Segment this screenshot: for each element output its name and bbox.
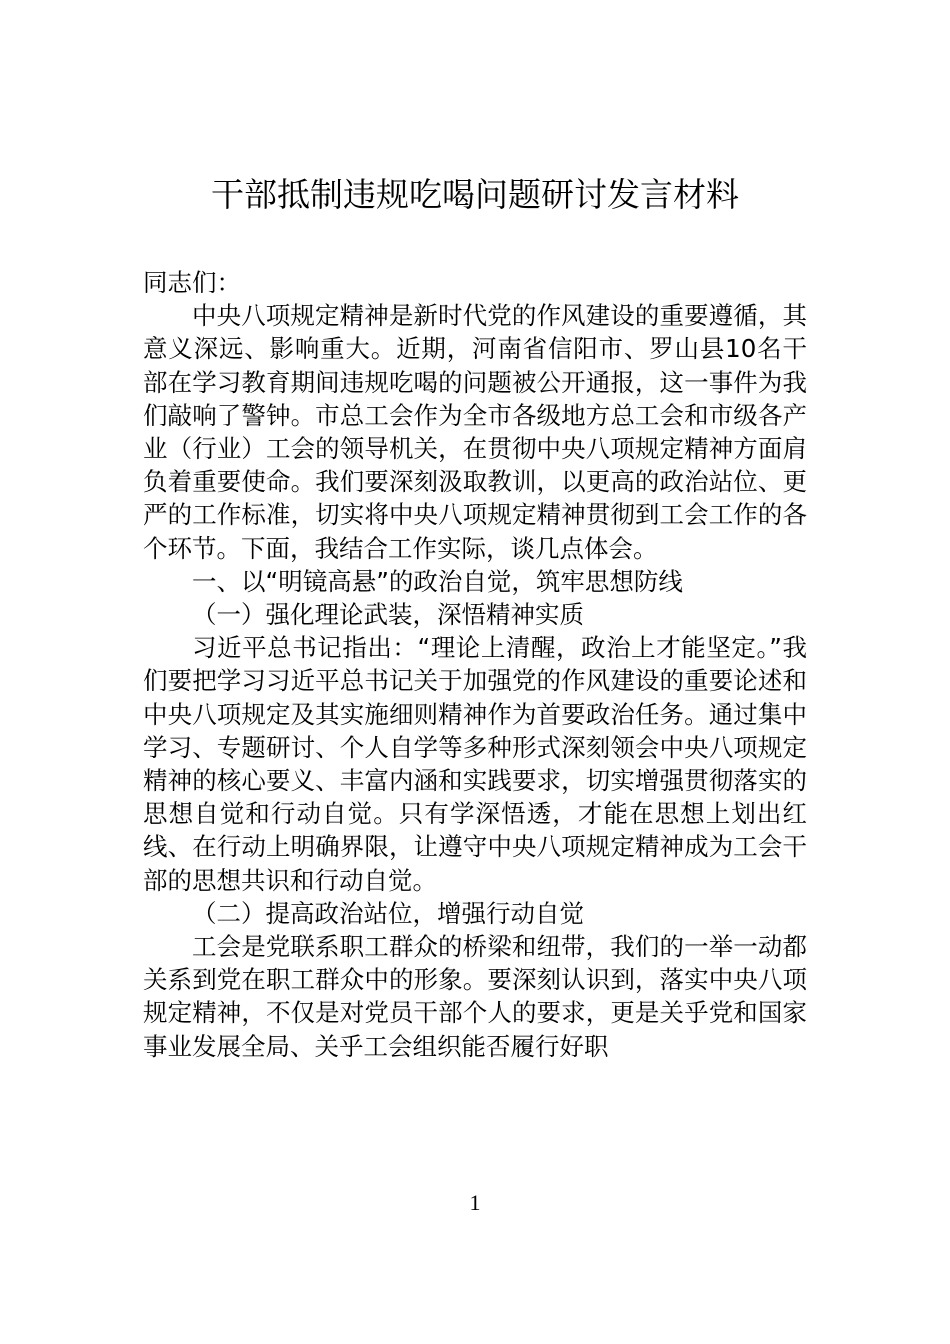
subsection-heading-1-2: （二）提高政治站位，增强行动自觉 (192, 898, 584, 928)
document-title: 干部抵制违规吃喝问题研讨发言材料 (211, 175, 739, 214)
page-number: 1 (469, 1190, 481, 1215)
salutation: 同志们： (143, 268, 241, 297)
section-heading-1: 一、以“明镜高悬”的政治自觉，筑牢思想防线 (192, 566, 683, 596)
document-body (143, 266, 807, 1063)
paragraph-intro: 中央八项规定精神是新时代党的作风建设的重要遵循，其意义深远、影响重大。近期，河南省信阳市、罗山县10名干部在学习教育期间违规吃喝的问题被公开通报，这一事件为我们敲响了警钟。市总工会作为全市各级地方总工会和市级各产业（行业）工会的领导机关，在贯彻中央八项规定精神方面肩负着重要使命。我们要深刻汲取教训，以更高的政治站位、更严的工作标准，切实将中央八项规定精神贯彻到工会工作的各个环节。下面，我结合工作实际，谈几点体会。 (143, 301, 807, 563)
paragraph-1-2: 工会是党联系职工群众的桥梁和纽带，我们的一举一动都关系到党在职工群众中的形象。要深刻认识到，落实中央八项规定精神，不仅是对党员干部个人的要求，更是关乎党和国家事业发展全局、关乎工会组织能否履行好职 (143, 932, 807, 1061)
paragraph-1-1: 习近平总书记指出：“理论上清醒，政治上才能坚定。”我们要把学习习近平总书记关于加强党的作风建设的重要论述和中央八项规定及其实施细则精神作为首要政治任务。通过集中学习、专题研讨、个人自学等多种形式深刻领会中央八项规定精神的核心要义、丰富内涵和实践要求，切实增强贯彻落实的思想自觉和行动自觉。只有学深悟透，才能在思想上划出红线、在行动上明确界限，让遵守中央八项规定精神成为工会干部的思想共识和行动自觉。 (143, 633, 807, 895)
subsection-heading-1-1: （一）强化理论武装，深悟精神实质 (192, 600, 584, 630)
